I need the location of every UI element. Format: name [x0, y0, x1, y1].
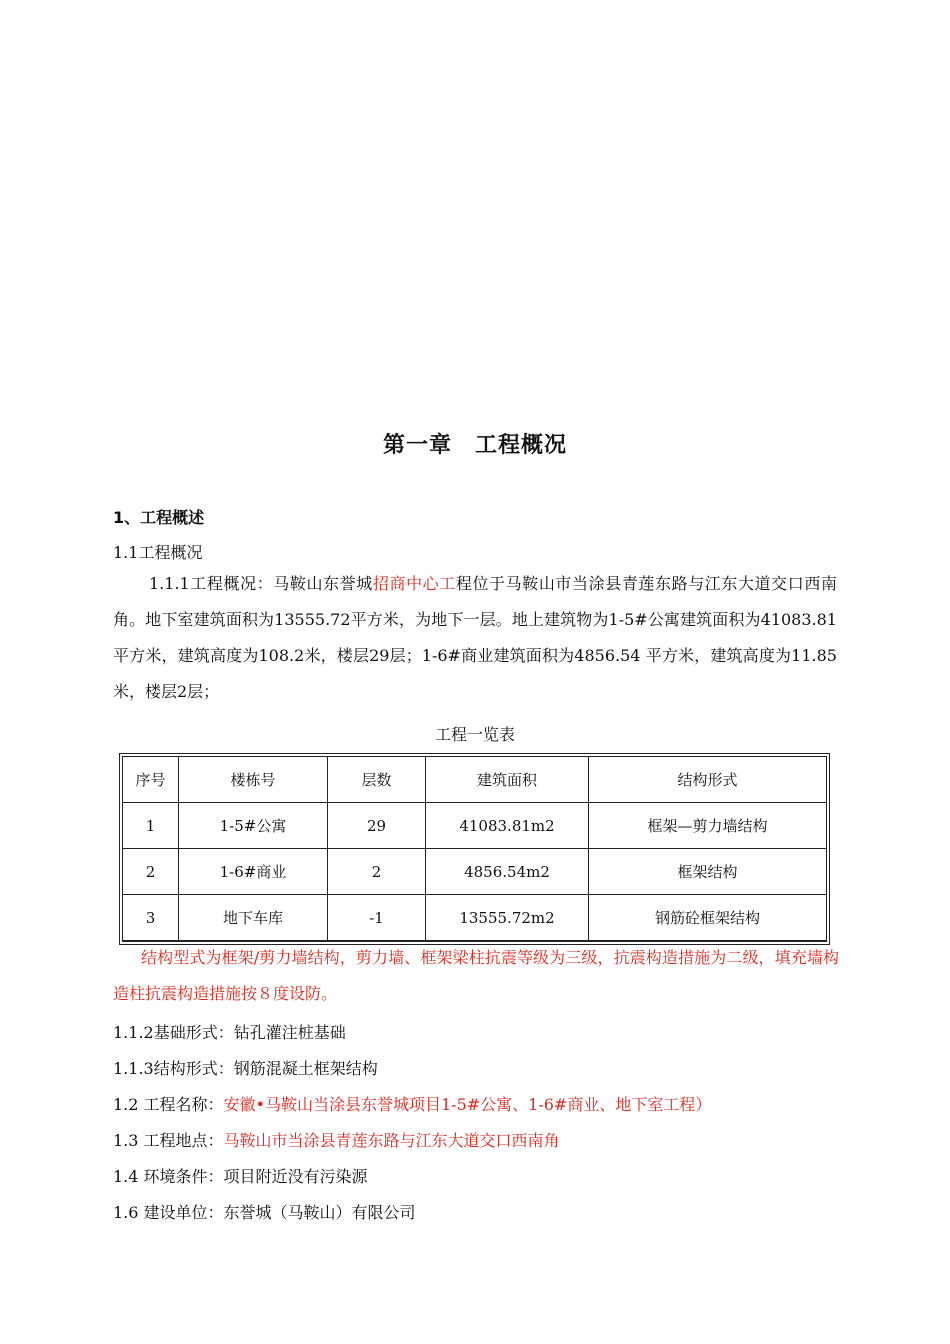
- table-cell: 1-5#公寓: [179, 803, 328, 849]
- table-cell: 2: [123, 849, 179, 895]
- item-structure: [113, 1056, 378, 1079]
- overview-lead: 1.1.1工程概况：马鞍山东誉城: [149, 574, 373, 593]
- table-cell: 钢筋砼框架结构: [589, 895, 826, 941]
- item-value: 马鞍山市当涂县青莲东路与江东大道交口西南角: [223, 1131, 560, 1150]
- project-table: [122, 756, 827, 942]
- overview-paragraph: [113, 566, 837, 710]
- table-row: [123, 895, 826, 941]
- table-cell: 29: [328, 803, 426, 849]
- header-cell: 楼栋号: [179, 757, 328, 803]
- header-cell: 序号: [123, 757, 179, 803]
- header-cell: 结构形式: [589, 757, 826, 803]
- table-header-row: [123, 757, 826, 803]
- item-label: 1.1.2基础形式：: [113, 1023, 234, 1042]
- item-label: 1.6 建设单位：: [113, 1203, 224, 1222]
- table-row: [123, 803, 826, 849]
- item-value: 安徽•马鞍山当涂县东誉城项目1-5#公寓、1-6#商业、地下室工程）: [223, 1095, 712, 1114]
- table-cell: 框架—剪力墙结构: [589, 803, 826, 849]
- item-owner: [113, 1200, 416, 1223]
- item-label: 1.1.3结构形式：: [113, 1059, 234, 1078]
- table-cell: 1: [123, 803, 179, 849]
- structure-note: 结构型式为框架/剪力墙结构，剪力墙、框架梁柱抗震等级为三级，抗震构造措施为二级，填充墙构造柱抗震构造措施按８度设防。: [113, 948, 839, 1003]
- item-label: 1.3 工程地点：: [113, 1131, 224, 1150]
- table-cell: 13555.72m2: [426, 895, 589, 941]
- item-project-name: [113, 1092, 711, 1115]
- item-label: 1.4 环境条件：: [113, 1167, 224, 1186]
- overview-highlight: 招商中心工: [372, 574, 456, 593]
- overview-body: 程位于马鞍山市当涂县青莲东路与江东大道交口西南角。地下室建筑面积为13555.72平方米，为地下一层。地上建筑物为1-5#公寓建筑面积为41083.81平方米，建筑高度为108.2米，楼层29层；1-6#商业建筑面积为4856.54 平方米，建筑高度为11.85米，楼层2层；: [113, 574, 837, 701]
- item-foundation: [113, 1020, 346, 1043]
- item-location: [113, 1128, 560, 1151]
- subsection-heading: 1.1工程概况: [113, 543, 203, 562]
- chapter-title: 第一章 工程概况: [382, 433, 567, 458]
- header-cell: 层数: [328, 757, 426, 803]
- table-cell: 2: [328, 849, 426, 895]
- table-cell: 41083.81m2: [426, 803, 589, 849]
- item-label: 1.2 工程名称：: [113, 1095, 224, 1114]
- table-cell: 4856.54m2: [426, 849, 589, 895]
- item-value: 钻孔灌注桩基础: [233, 1023, 346, 1042]
- table-cell: 1-6#商业: [179, 849, 328, 895]
- table-row: [123, 849, 826, 895]
- table-caption: 工程一览表: [434, 725, 515, 744]
- header-cell: 建筑面积: [426, 757, 589, 803]
- table-cell: -1: [328, 895, 426, 941]
- item-value: 钢筋混凝土框架结构: [233, 1059, 378, 1078]
- section-heading: 1、工程概述: [113, 508, 205, 527]
- item-value: 东誉城（马鞍山）有限公司: [223, 1203, 416, 1222]
- item-environment: [113, 1164, 368, 1187]
- table-cell: 地下车库: [179, 895, 328, 941]
- table-cell: 3: [123, 895, 179, 941]
- table-cell: 框架结构: [589, 849, 826, 895]
- item-value: 项目附近没有污染源: [223, 1167, 368, 1186]
